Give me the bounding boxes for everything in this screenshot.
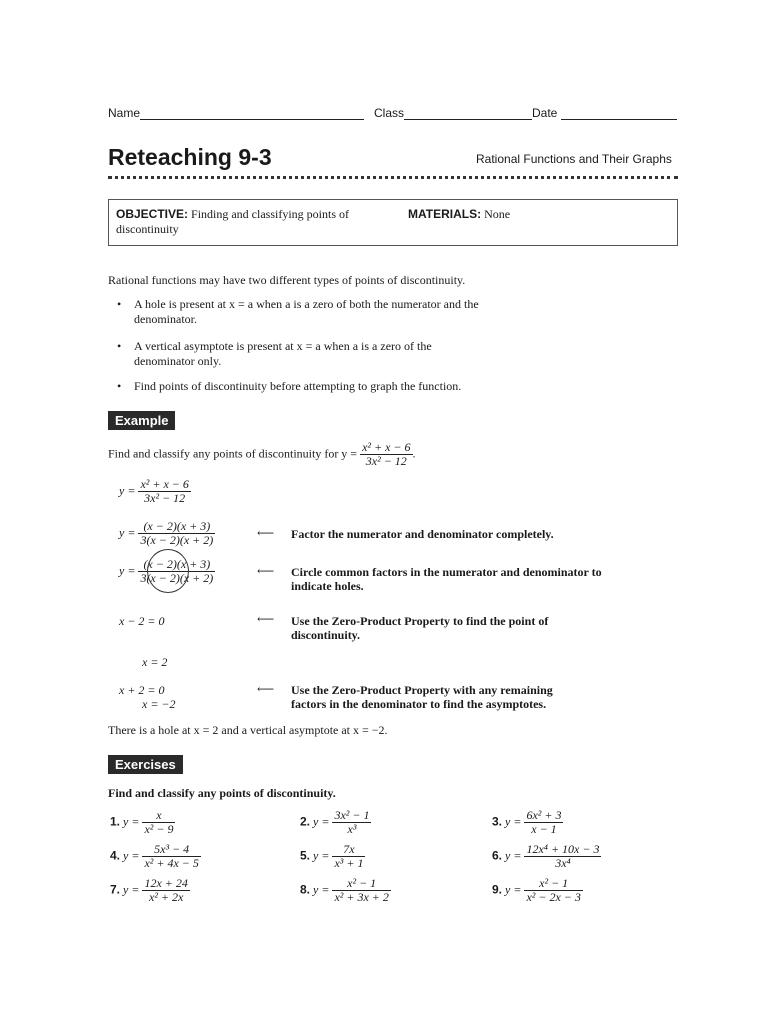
- name-label: Name: [108, 106, 141, 120]
- bullet-2: A vertical asymptote is present at x = a when a is a zero of the denominator only.: [134, 339, 432, 368]
- step-1-denominator: 3x² − 12: [144, 491, 186, 505]
- y-equals: y =: [119, 483, 136, 498]
- date-line[interactable]: [561, 107, 677, 120]
- exercise-item: [492, 809, 563, 836]
- step-6-equation: x + 2 = 0: [119, 683, 165, 697]
- exercise-number: 1.: [110, 814, 121, 829]
- exercise-numerator: x² − 1: [524, 877, 582, 891]
- exercise-denominator: x² + 4x − 5: [144, 856, 199, 870]
- step-1: [119, 478, 191, 505]
- step-1-numerator: x² + x − 6: [140, 477, 189, 491]
- exercise-numerator: x² − 1: [332, 877, 390, 891]
- exercise-numerator: 7x: [332, 843, 365, 857]
- exercise-denominator: x³: [347, 822, 357, 836]
- exercise-numerator: 6x² + 3: [526, 808, 562, 822]
- exercise-fraction: [524, 843, 601, 870]
- exercise-fraction: [332, 877, 390, 904]
- date-label: Date: [532, 106, 558, 120]
- exercise-number: 6.: [492, 848, 503, 863]
- exercises-instruction: Find and classify any points of discontinuity.: [108, 786, 336, 800]
- exercise-fraction: [142, 843, 200, 870]
- exercise-lhs: y =: [313, 848, 330, 863]
- exercise-numerator: 3x² − 1: [334, 808, 370, 822]
- exercise-fraction: [332, 843, 365, 870]
- bullet-3: Find points of discontinuity before attempting to graph the function.: [134, 379, 462, 393]
- exercise-number: 2.: [300, 814, 311, 829]
- step-4-equation: x − 2 = 0: [119, 614, 165, 628]
- exercise-denominator: 3x⁴: [555, 856, 571, 870]
- exercise-lhs: y =: [505, 848, 522, 863]
- objective: [116, 207, 376, 237]
- arrow-left-icon: ⟵: [257, 682, 275, 696]
- intro-text: Rational functions may have two different types of points of discontinuity.: [108, 273, 466, 287]
- exercise-lhs: y =: [313, 814, 330, 829]
- step-5-equation: x = 2: [142, 655, 168, 669]
- bullet-dot: •: [117, 379, 122, 393]
- objective-label: OBJECTIVE:: [116, 207, 189, 221]
- exercise-denominator: x³ + 1: [334, 856, 364, 870]
- objective-text: Finding and classifying points of discontinuity: [116, 207, 350, 236]
- name-field: [108, 106, 364, 120]
- materials-text: None: [484, 207, 511, 221]
- class-field: [374, 106, 532, 120]
- exercise-item: [300, 843, 365, 870]
- arrow-left-icon: ⟵: [257, 526, 275, 540]
- common-factor-circle-icon: [147, 549, 189, 593]
- example-func-numerator: x² + x − 6: [362, 440, 411, 454]
- bullet-dot: •: [117, 339, 122, 353]
- dotted-divider: [108, 176, 678, 179]
- step-2-fraction: [138, 520, 215, 547]
- exercise-fraction: [142, 877, 189, 904]
- example-conclusion: There is a hole at x = 2 and a vertical asymptote at x = −2.: [108, 723, 388, 737]
- page-subtitle: Rational Functions and Their Graphs: [476, 152, 672, 166]
- exercise-lhs: y =: [313, 882, 330, 897]
- step-1-fraction: [138, 478, 190, 505]
- exercise-item: [300, 809, 371, 836]
- exercise-item: [110, 809, 175, 836]
- bullet-1: A hole is present at x = a when a is a zero of both the numerator and the denominator.: [134, 297, 479, 326]
- exercise-fraction: [142, 809, 175, 836]
- exercises-heading: Exercises: [108, 755, 183, 774]
- example-prompt-text: Find and classify any points of discontinuity for y =: [108, 446, 358, 461]
- y-equals: y =: [119, 563, 136, 578]
- step-2-note: Factor the numerator and denominator completely.: [291, 527, 554, 541]
- step-6-solution: x = −2: [142, 697, 176, 711]
- name-line[interactable]: [140, 107, 364, 120]
- class-label: Class: [374, 106, 405, 120]
- step-3-numerator: (x − 2)(x + 3): [138, 558, 215, 572]
- exercise-number: 9.: [492, 882, 503, 897]
- step-3-note: Circle common factors in the numerator and denominator to indicate holes.: [291, 565, 602, 593]
- exercise-number: 8.: [300, 882, 311, 897]
- step-3-denominator: 3(x − 2)(x + 2): [140, 571, 214, 585]
- exercise-fraction: [524, 809, 563, 836]
- exercise-fraction: [332, 809, 371, 836]
- exercise-number: 4.: [110, 848, 121, 863]
- exercise-denominator: x − 1: [531, 822, 557, 836]
- exercise-numerator: 12x⁴ + 10x − 3: [526, 842, 600, 856]
- materials: [408, 207, 510, 222]
- step-2-numerator: (x − 2)(x + 3): [138, 520, 215, 534]
- class-line[interactable]: [404, 107, 532, 120]
- exercise-lhs: y =: [505, 814, 522, 829]
- step-4-note: Use the Zero-Product Property to find the point of discontinuity.: [291, 614, 549, 642]
- exercise-denominator: x² + 3x + 2: [334, 890, 389, 904]
- exercise-number: 7.: [110, 882, 121, 897]
- example-function: [360, 441, 412, 468]
- arrow-left-icon: ⟵: [257, 612, 275, 626]
- exercise-denominator: x² − 9: [144, 822, 174, 836]
- exercise-denominator: x² + 2x: [148, 890, 184, 904]
- exercise-item: [110, 877, 190, 904]
- exercise-item: [492, 877, 583, 904]
- step-2-denominator: 3(x − 2)(x + 2): [140, 533, 214, 547]
- exercise-numerator: 5x³ − 4: [142, 843, 200, 857]
- exercise-item: [110, 843, 201, 870]
- exercise-numerator: 12x + 24: [144, 876, 188, 890]
- exercise-numerator: x: [142, 809, 175, 823]
- date-field: [532, 106, 677, 120]
- exercise-lhs: y =: [123, 848, 140, 863]
- exercise-fraction: [524, 877, 582, 904]
- exercise-lhs: y =: [505, 882, 522, 897]
- step-6-note: Use the Zero-Product Property with any remaining factors in the denominator to find the asymptotes.: [291, 683, 553, 711]
- y-equals: y =: [119, 525, 136, 540]
- exercise-number: 3.: [492, 814, 503, 829]
- bullet-dot: •: [117, 297, 122, 311]
- materials-label: MATERIALS:: [408, 207, 482, 221]
- step-2: [119, 520, 215, 547]
- exercise-item: [492, 843, 601, 870]
- example-prompt: [108, 441, 416, 468]
- exercise-item: [300, 877, 391, 904]
- arrow-left-icon: ⟵: [257, 564, 275, 578]
- page-title: Reteaching 9-3: [108, 144, 272, 170]
- exercise-denominator: x² − 2x − 3: [526, 890, 581, 904]
- exercise-lhs: y =: [123, 814, 140, 829]
- example-period: .: [412, 446, 416, 461]
- example-heading: Example: [108, 411, 175, 430]
- example-func-denominator: 3x² − 12: [365, 454, 407, 468]
- exercise-number: 5.: [300, 848, 311, 863]
- exercise-lhs: y =: [123, 882, 140, 897]
